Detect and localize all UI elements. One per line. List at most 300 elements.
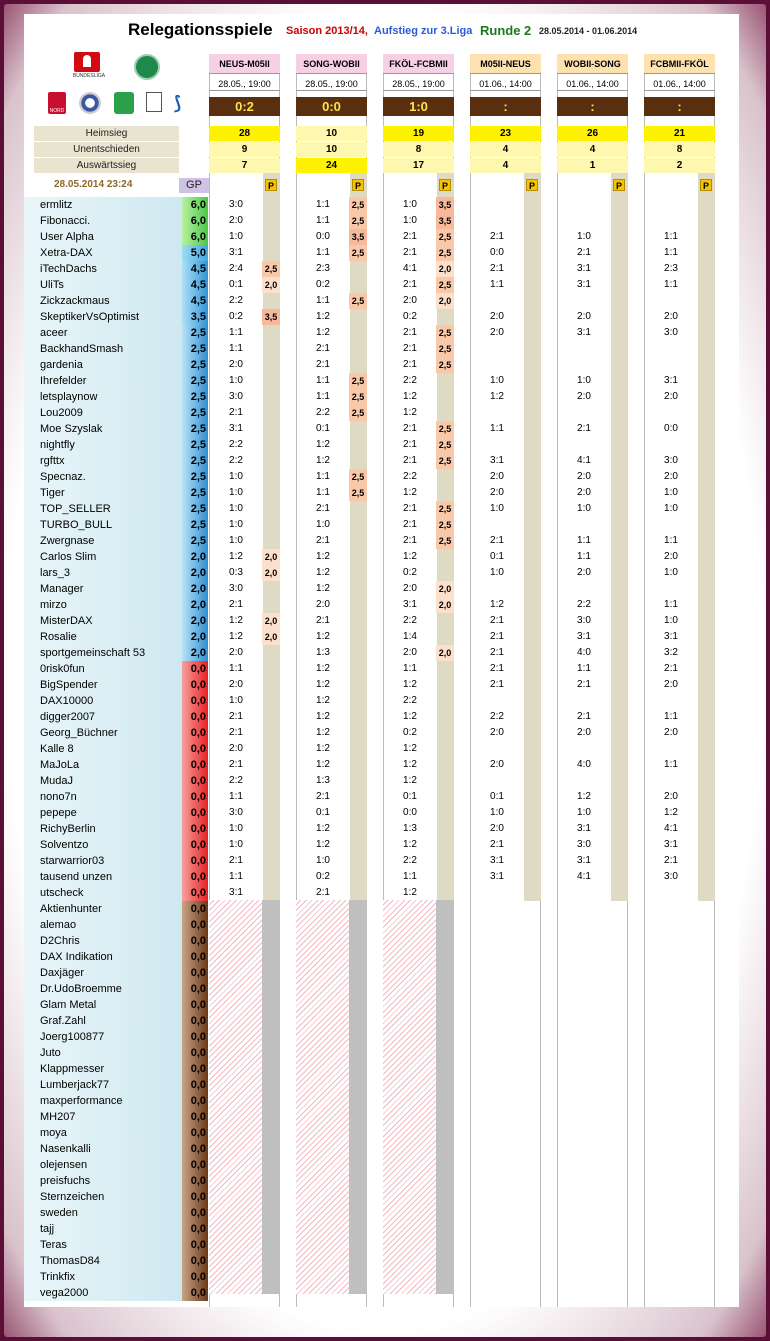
tip-cell: 2:2 [577,599,591,610]
table-row[interactable] [24,1269,739,1285]
tip-cell: 1:1 [664,279,678,290]
stat-value: 8 [644,142,715,157]
tip-cell: 2:2 [403,855,417,866]
tip-cell: 2:1 [316,791,330,802]
table-row[interactable] [24,469,739,485]
table-row[interactable] [24,741,739,757]
game-header[interactable]: WOBII-SONG [557,54,628,74]
table-row[interactable] [24,517,739,533]
table-row[interactable] [24,597,739,613]
player-name: alemao [24,917,182,933]
table-row[interactable] [24,1061,739,1077]
tip-cell: 2:1 [577,711,591,722]
tip-cell: 2:1 [490,631,504,642]
tip-points: 2,5 [436,277,454,293]
tip-cell: 1:1 [316,295,330,306]
tip-cell: 2:1 [490,263,504,274]
player-name: 0risk0fun [24,661,182,677]
tip-cell: 2:1 [316,343,330,354]
tip-cell: 4:1 [577,455,591,466]
tip-cell [558,885,610,901]
league-label: Aufstieg zur 3.Liga [374,25,473,37]
bundesliga-logo-icon [68,52,110,82]
table-row[interactable] [24,629,739,645]
player-name: Ihrefelder [24,373,182,389]
tip-points: 2,5 [436,325,454,341]
tip-cell: 3:1 [577,327,591,338]
tip-cell: 1:0 [229,695,243,706]
tip-cell [645,197,697,213]
tip-cell: 1:2 [316,327,330,338]
tip-cell: 2:3 [316,263,330,274]
table-row[interactable] [24,677,739,693]
tip-cell [645,437,697,453]
tip-cell: 2:0 [577,471,591,482]
tip-cell: 1:2 [229,631,243,642]
tip-cell: 2:0 [229,743,243,754]
tip-cell: 1:2 [403,759,417,770]
player-points: 0,0 [182,805,208,821]
tip-cell [558,293,610,309]
player-name: sportgemeinschaft 53 [24,645,182,661]
tip-cell: 1:1 [577,551,591,562]
tip-cell: 2:1 [490,615,504,626]
table-row[interactable] [24,293,739,309]
tip-cell: 1:1 [229,663,243,674]
regionalliga-nord-logo-icon [48,92,66,114]
tip-cell: 3:0 [664,455,678,466]
table-row[interactable] [24,533,739,549]
player-points: 0,0 [182,869,208,885]
tip-cell: 1:2 [403,839,417,850]
player-name: ThomasD84 [24,1253,182,1269]
player-points: 0,0 [182,901,208,917]
table-row[interactable] [24,1253,739,1269]
tip-cell: 2:0 [403,583,417,594]
tip-cell: 2:1 [403,279,417,290]
table-row[interactable] [24,485,739,501]
tip-cell: 2:2 [229,775,243,786]
tip-points: 2,5 [436,421,454,437]
tip-cell: 1:1 [664,711,678,722]
player-points: 2,5 [182,405,208,421]
table-row[interactable] [24,501,739,517]
player-name: Zickzackmaus [24,293,182,309]
player-points: 0,0 [182,1045,208,1061]
table-row[interactable] [24,869,739,885]
player-name: letsplaynow [24,389,182,405]
table-row[interactable] [24,565,739,581]
stat-label-home: Heimsieg [34,126,179,141]
stat-value: 4 [557,142,628,157]
p-badge: P [265,179,277,191]
table-row[interactable] [24,229,739,245]
tip-cell: 1:0 [229,839,243,850]
tip-cell: 2:0 [664,471,678,482]
tip-cell: 1:0 [577,375,591,386]
tip-cell: 1:0 [577,807,591,818]
player-name: MaJoLa [24,757,182,773]
player-name: Fibonacci. [24,213,182,229]
player-name: gardenia [24,357,182,373]
table-row[interactable] [24,901,739,917]
tip-cell: 2:1 [403,519,417,530]
tip-cell [558,341,610,357]
table-row[interactable] [24,1173,739,1189]
table-row[interactable] [24,725,739,741]
tip-cell: 2:0 [664,551,678,562]
stat-value: 9 [209,142,280,157]
player-name: Joerg100877 [24,1029,182,1045]
table-row[interactable] [24,1141,739,1157]
tip-cell: 0:2 [316,279,330,290]
player-points: 6,0 [182,229,208,245]
player-name: D2Chris [24,933,182,949]
table-row[interactable] [24,917,739,933]
tip-cell: 1:4 [403,631,417,642]
table-row[interactable] [24,885,739,901]
player-points: 2,5 [182,357,208,373]
tip-cell: 3:0 [577,839,591,850]
stat-value: 1 [557,158,628,173]
date-range: 28.05.2014 - 01.06.2014 [539,26,638,36]
player-points: 4,5 [182,277,208,293]
tip-cell: 2:0 [664,791,678,802]
tip-cell: 1:0 [490,807,504,818]
p-badge: P [700,179,712,191]
tip-cell: 1:2 [229,551,243,562]
game-header[interactable]: SONG-WOBII [296,54,367,74]
tip-cell: 0:2 [229,311,243,322]
table-row[interactable] [24,965,739,981]
table-row[interactable] [24,1205,739,1221]
player-name: maxperformance [24,1093,182,1109]
tip-cell: 1:3 [316,775,330,786]
tip-cell: 2:0 [664,391,678,402]
tip-cell: 1:2 [490,599,504,610]
table-row[interactable] [24,373,739,389]
tip-points: 2,5 [262,261,280,277]
tip-cell: 1:2 [316,823,330,834]
table-row[interactable] [24,1093,739,1109]
table-row[interactable] [24,549,739,565]
player-points: 2,5 [182,501,208,517]
tip-cell: 1:1 [316,247,330,258]
tip-points: 2,5 [349,389,367,405]
player-name: aceer [24,325,182,341]
tip-points: 2,5 [349,197,367,213]
tip-cell: 1:2 [316,727,330,738]
tip-cell: 1:0 [403,199,417,210]
table-row[interactable] [24,1237,739,1253]
tip-cell: 1:0 [490,503,504,514]
player-name: Moe Szyslak [24,421,182,437]
tip-points: 2,5 [349,373,367,389]
player-name: RichyBerlin [24,821,182,837]
tip-cell: 2:2 [403,695,417,706]
table-row[interactable] [24,709,739,725]
league-logo-3-icon [114,92,134,114]
tip-cell: 2:1 [490,535,504,546]
tip-cell: 0:2 [403,567,417,578]
tip-cell: 1:0 [316,855,330,866]
table-row[interactable] [24,1029,739,1045]
tip-cell [645,517,697,533]
tip-cell: 2:0 [664,311,678,322]
table-row[interactable] [24,933,739,949]
table-row[interactable] [24,213,739,229]
game-header[interactable]: M05II-NEUS [470,54,541,74]
table-row[interactable] [24,645,739,661]
player-points: 0,0 [182,1189,208,1205]
table-row[interactable] [24,1013,739,1029]
player-points: 2,0 [182,645,208,661]
player-points: 6,0 [182,213,208,229]
tip-points: 2,0 [436,581,454,597]
tip-cell: 1:0 [229,375,243,386]
table-row[interactable] [24,421,739,437]
tip-cell: 1:2 [229,615,243,626]
tip-cell: 2:2 [316,407,330,418]
tip-cell: 1:1 [664,759,678,770]
table-row[interactable] [24,1077,739,1093]
table-row[interactable] [24,197,739,213]
tip-points: 2,0 [436,293,454,309]
tip-points: 2,5 [349,469,367,485]
tip-points: 2,5 [349,405,367,421]
table-row[interactable] [24,1109,739,1125]
player-points: 0,0 [182,1013,208,1029]
tip-cell: 2:4 [229,263,243,274]
player-points: 0,0 [182,917,208,933]
tip-cell: 3:1 [229,247,243,258]
player-points: 0,0 [182,853,208,869]
tip-points: 2,5 [436,453,454,469]
tip-cell [558,517,610,533]
tip-cell: 2:2 [490,711,504,722]
tip-cell: 2:0 [229,679,243,690]
table-row[interactable] [24,757,739,773]
tip-cell: 3:1 [664,839,678,850]
game-score: 0:2 [209,97,280,116]
tip-cell: 3:0 [229,807,243,818]
league-logo-5-icon: ⟆ [174,93,182,113]
player-points: 2,5 [182,389,208,405]
tip-cell: 1:1 [664,247,678,258]
player-points: 0,0 [182,1253,208,1269]
table-row[interactable] [24,1045,739,1061]
player-name: starwarrior03 [24,853,182,869]
tip-cell: 1:1 [664,231,678,242]
player-points: 2,0 [182,581,208,597]
tip-cell: 2:3 [664,263,678,274]
tip-cell: 1:0 [490,567,504,578]
player-points: 0,0 [182,981,208,997]
tip-cell: 1:0 [664,567,678,578]
player-name: mirzo [24,597,182,613]
table-row[interactable] [24,1285,739,1301]
tip-cell [471,293,523,309]
tip-cell: 2:1 [403,503,417,514]
tip-cell: 1:0 [664,615,678,626]
game-header[interactable]: FKÖL-FCBMII [383,54,454,74]
tip-cell: 0:0 [664,423,678,434]
tip-cell: 4:1 [664,823,678,834]
player-name: Rosalie [24,629,182,645]
tip-cell: 0:1 [490,551,504,562]
player-name: MisterDAX [24,613,182,629]
player-points: 0,0 [182,997,208,1013]
tip-cell: 1:2 [403,743,417,754]
tip-cell: 1:0 [229,823,243,834]
table-row[interactable] [24,357,739,373]
stat-value: 8 [383,142,454,157]
game-score: 0:0 [296,97,367,116]
tip-cell: 1:2 [403,551,417,562]
player-points: 3,5 [182,309,208,325]
player-points: 0,0 [182,741,208,757]
player-name: Kalle 8 [24,741,182,757]
table-row[interactable] [24,949,739,965]
tip-cell [645,693,697,709]
tip-points: 2,5 [436,245,454,261]
tip-cell: 1:1 [664,535,678,546]
tip-cell: 2:0 [490,759,504,770]
stat-label-draw: Unentschieden [34,142,179,157]
tip-cell: 1:2 [403,391,417,402]
tip-points: 2,5 [349,293,367,309]
table-row[interactable] [24,789,739,805]
player-points: 2,5 [182,469,208,485]
tip-cell [645,293,697,309]
table-row[interactable] [24,309,739,325]
tip-cell: 1:0 [229,503,243,514]
tip-cell: 3:0 [229,391,243,402]
tip-cell: 2:1 [229,711,243,722]
tip-cell: 1:3 [403,823,417,834]
tip-cell: 2:1 [664,855,678,866]
player-points: 0,0 [182,1285,208,1301]
player-points: 2,5 [182,421,208,437]
stat-value: 21 [644,126,715,141]
tip-cell [645,357,697,373]
table-row[interactable] [24,693,739,709]
tip-cell: 2:1 [490,663,504,674]
player-points: 2,5 [182,517,208,533]
tip-cell: 1:1 [229,343,243,354]
tip-cell: 3:1 [577,823,591,834]
table-row[interactable] [24,389,739,405]
tip-cell: 1:2 [316,839,330,850]
tip-points: 2,5 [349,485,367,501]
stat-value: 24 [296,158,367,173]
tip-cell: 2:1 [490,839,504,850]
tip-cell: 1:1 [316,375,330,386]
table-row[interactable] [24,405,739,421]
player-name: tajj [24,1221,182,1237]
table-row[interactable] [24,261,739,277]
player-name: Manager [24,581,182,597]
game-header[interactable]: FCBMII-FKÖL [644,54,715,74]
tip-cell [471,197,523,213]
player-name: iTechDachs [24,261,182,277]
table-row[interactable] [24,1221,739,1237]
tip-cell: 3:0 [664,327,678,338]
league-logo-4-icon [146,92,162,112]
tip-cell: 1:1 [229,791,243,802]
tip-cell [471,581,523,597]
table-row[interactable] [24,245,739,261]
table-row[interactable] [24,837,739,853]
tip-points: 2,5 [436,229,454,245]
player-points: 0,0 [182,773,208,789]
tip-cell [558,741,610,757]
table-row[interactable] [24,277,739,293]
table-row[interactable] [24,661,739,677]
stat-label-away: Auswärtssieg [34,158,179,173]
tip-cell [558,197,610,213]
tip-cell: 3:0 [664,871,678,882]
player-points: 2,0 [182,597,208,613]
tip-cell: 2:1 [403,439,417,450]
table-row[interactable] [24,325,739,341]
table-row[interactable] [24,1189,739,1205]
table-row[interactable] [24,581,739,597]
table-row[interactable] [24,341,739,357]
player-name: Specnaz. [24,469,182,485]
player-name: moya [24,1125,182,1141]
tip-cell: 1:2 [403,711,417,722]
tip-cell: 2:0 [316,599,330,610]
standings-sheet [24,14,739,1307]
table-row[interactable] [24,981,739,997]
tip-cell: 0:3 [229,567,243,578]
game-header[interactable]: NEUS-M05II [209,54,280,74]
table-row[interactable] [24,1157,739,1173]
tip-cell [558,405,610,421]
player-points: 0,0 [182,1205,208,1221]
tip-cell [471,213,523,229]
tip-cell: 1:2 [403,679,417,690]
player-name: DAX Indikation [24,949,182,965]
table-row[interactable] [24,1125,739,1141]
table-row[interactable] [24,773,739,789]
table-row[interactable] [24,437,739,453]
tip-cell: 0:1 [316,807,330,818]
table-row[interactable] [24,453,739,469]
tip-cell: 2:0 [664,679,678,690]
tip-cell: 2:2 [229,295,243,306]
player-points: 0,0 [182,661,208,677]
tip-cell: 2:0 [577,727,591,738]
tip-cell: 4:1 [403,263,417,274]
tip-cell: 1:0 [229,535,243,546]
tip-cell [471,741,523,757]
player-name: digger2007 [24,709,182,725]
player-points: 0,0 [182,885,208,901]
tip-cell: 3:1 [577,263,591,274]
player-name: tausend unzen [24,869,182,885]
p-badge: P [352,179,364,191]
tip-cell: 1:2 [316,551,330,562]
tip-cell: 2:0 [403,295,417,306]
table-row[interactable] [24,805,739,821]
table-row[interactable] [24,821,739,837]
table-row[interactable] [24,853,739,869]
tip-cell [471,885,523,901]
table-row[interactable] [24,997,739,1013]
table-row[interactable] [24,613,739,629]
